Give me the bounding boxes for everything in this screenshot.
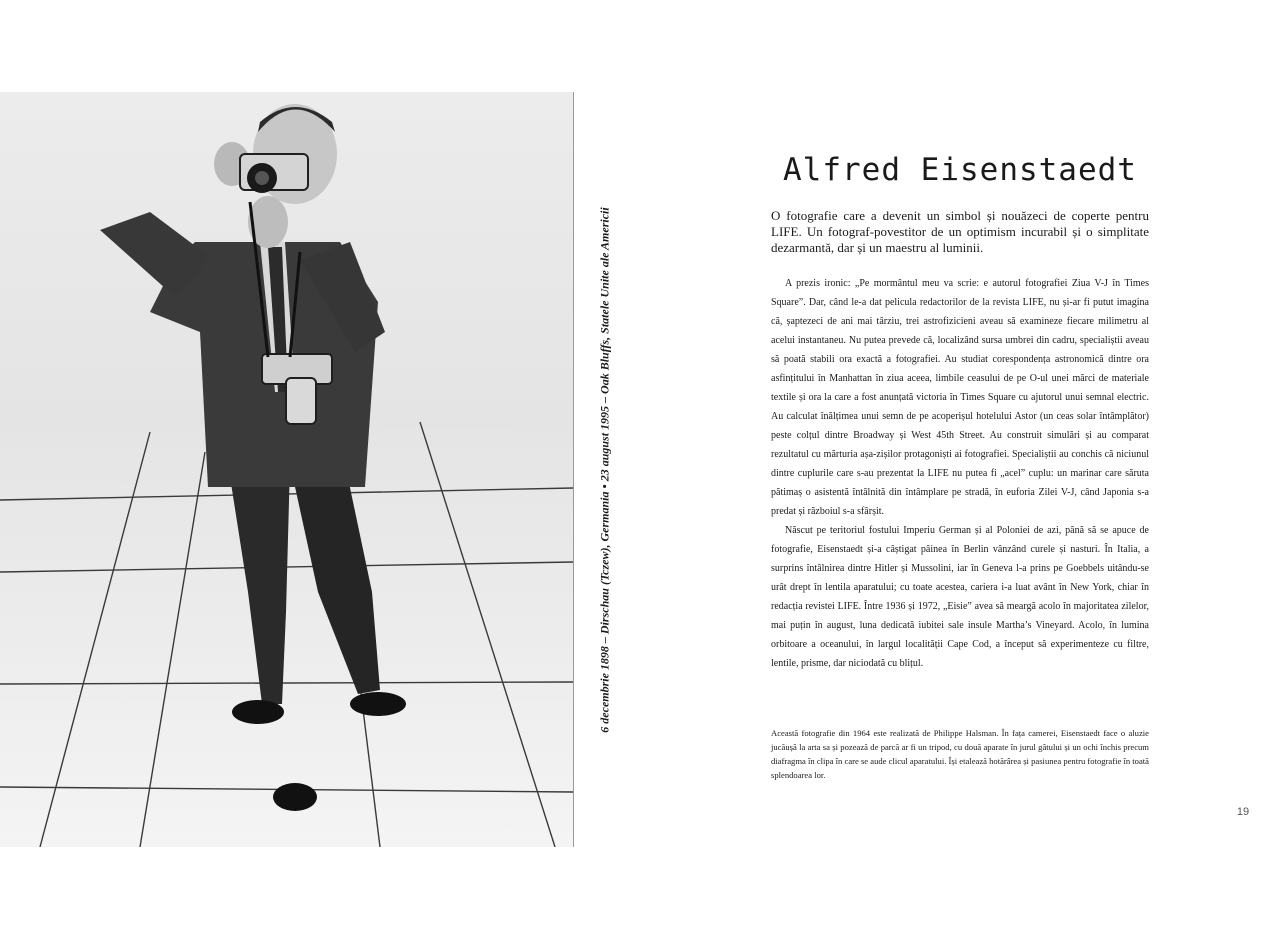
article-title: Alfred Eisenstaedt bbox=[783, 152, 1137, 188]
article-body bbox=[771, 274, 1149, 673]
photo-edge-line bbox=[573, 92, 574, 847]
portrait-photo bbox=[0, 92, 573, 847]
body-paragraph-1: A prezis ironic: „Pe mormântul meu va scrie: e autorul fotografiei Ziua V-J în Times Square”. Dar, când le-a dat pelicula redactorilor de la revista LIFE, nu și-ar fi putut imagina că, șaptezeci de ani mai târziu, trei astrofizicieni aveau să examineze fiecare milimetru al acelui instantaneu. Nu putea prevede că, localizând sursa umbrei din cadru, specialiștii aveau să poată stabili ora exactă a fotografiei. Au studiat corespondența astronomică dintre ora asfințitului în Manhattan în ziua aceea, limbile ceasului de pe O-ul unei mărci de materiale textile și ora la care a fost anunțată victoria în Times Square cu ajutorul unui semnal electric. Au calculat înălțimea unui semn de pe acoperișul hotelului Astor (un ceas solar întâmplător) peste colțul dintre Broadway și West 45th Street. Au construit simulări și au comparat rezultatul cu mărturia așa-zișilor protagoniști ai fotografiei. Specialiștii au conchis că niciunul dintre cuplurile care s-au prezentat la LIFE nu putea fi „acel” cuplu: un marinar care săruta pătimaș o asistentă întâlnită din întâmplare pe stradă, în euforia Zilei V-J, când Japonia s-a predat și războiul s-a sfârșit. bbox=[771, 278, 1149, 517]
photo-note: Această fotografie din 1964 este realizată de Philippe Halsman. În fața camerei, Eisenstaedt face o aluzie jucăușă la arta sa și pozează de parcă ar fi un tripod, cu două aparate în jurul gâtului și un ochi închis precum diafragma în clipa în care se aude clicul aparatului. Își etalează hotărârea și pasiunea pentru fotografie în toată splendoarea lor. bbox=[771, 728, 1149, 780]
body-paragraph-2: Născut pe teritoriul fostului Imperiu German și al Poloniei de azi, până să se apuce de fotografie, Eisenstaedt și-a câștigat pâinea în Berlin vânzând curele și nasturi. În Italia, a surprins întâlnirea dintre Hitler și Mussolini, iar în Geneva l-a prins pe Goebbels uitându-se urât drept în lentila aparatului; cu toate acestea, cariera i-a luat avânt în New York, chiar în redacția revistei LIFE. Între 1936 și 1972, „Eisie” avea să meargă acolo în majoritatea zilelor, mai puțin în august, luna dedicată iubitei sale insule Martha’s Vineyard. Acolo, în lumina orbitoare a oceanului, în largul localității Cape Cod, a început să experimenteze cu filtre, lentile, prisme, dar niciodată cu blițul. bbox=[771, 525, 1149, 669]
portrait-photo-illustration bbox=[0, 92, 573, 847]
birth-death-caption-text: 6 decembrie 1898 – Dirschau (Tczew), Germania • 23 august 1995 – Oak Bluffs, Statele Unite ale Americii bbox=[597, 207, 612, 733]
article-lead: O fotografie care a devenit un simbol și nouăzeci de coperte pentru LIFE. Un fotograf-povestitor de un optimism incurabil și o simplitate dezarmantă, dar și un maestru al luminii. bbox=[771, 208, 1149, 255]
page-number: 19 bbox=[1236, 806, 1250, 818]
